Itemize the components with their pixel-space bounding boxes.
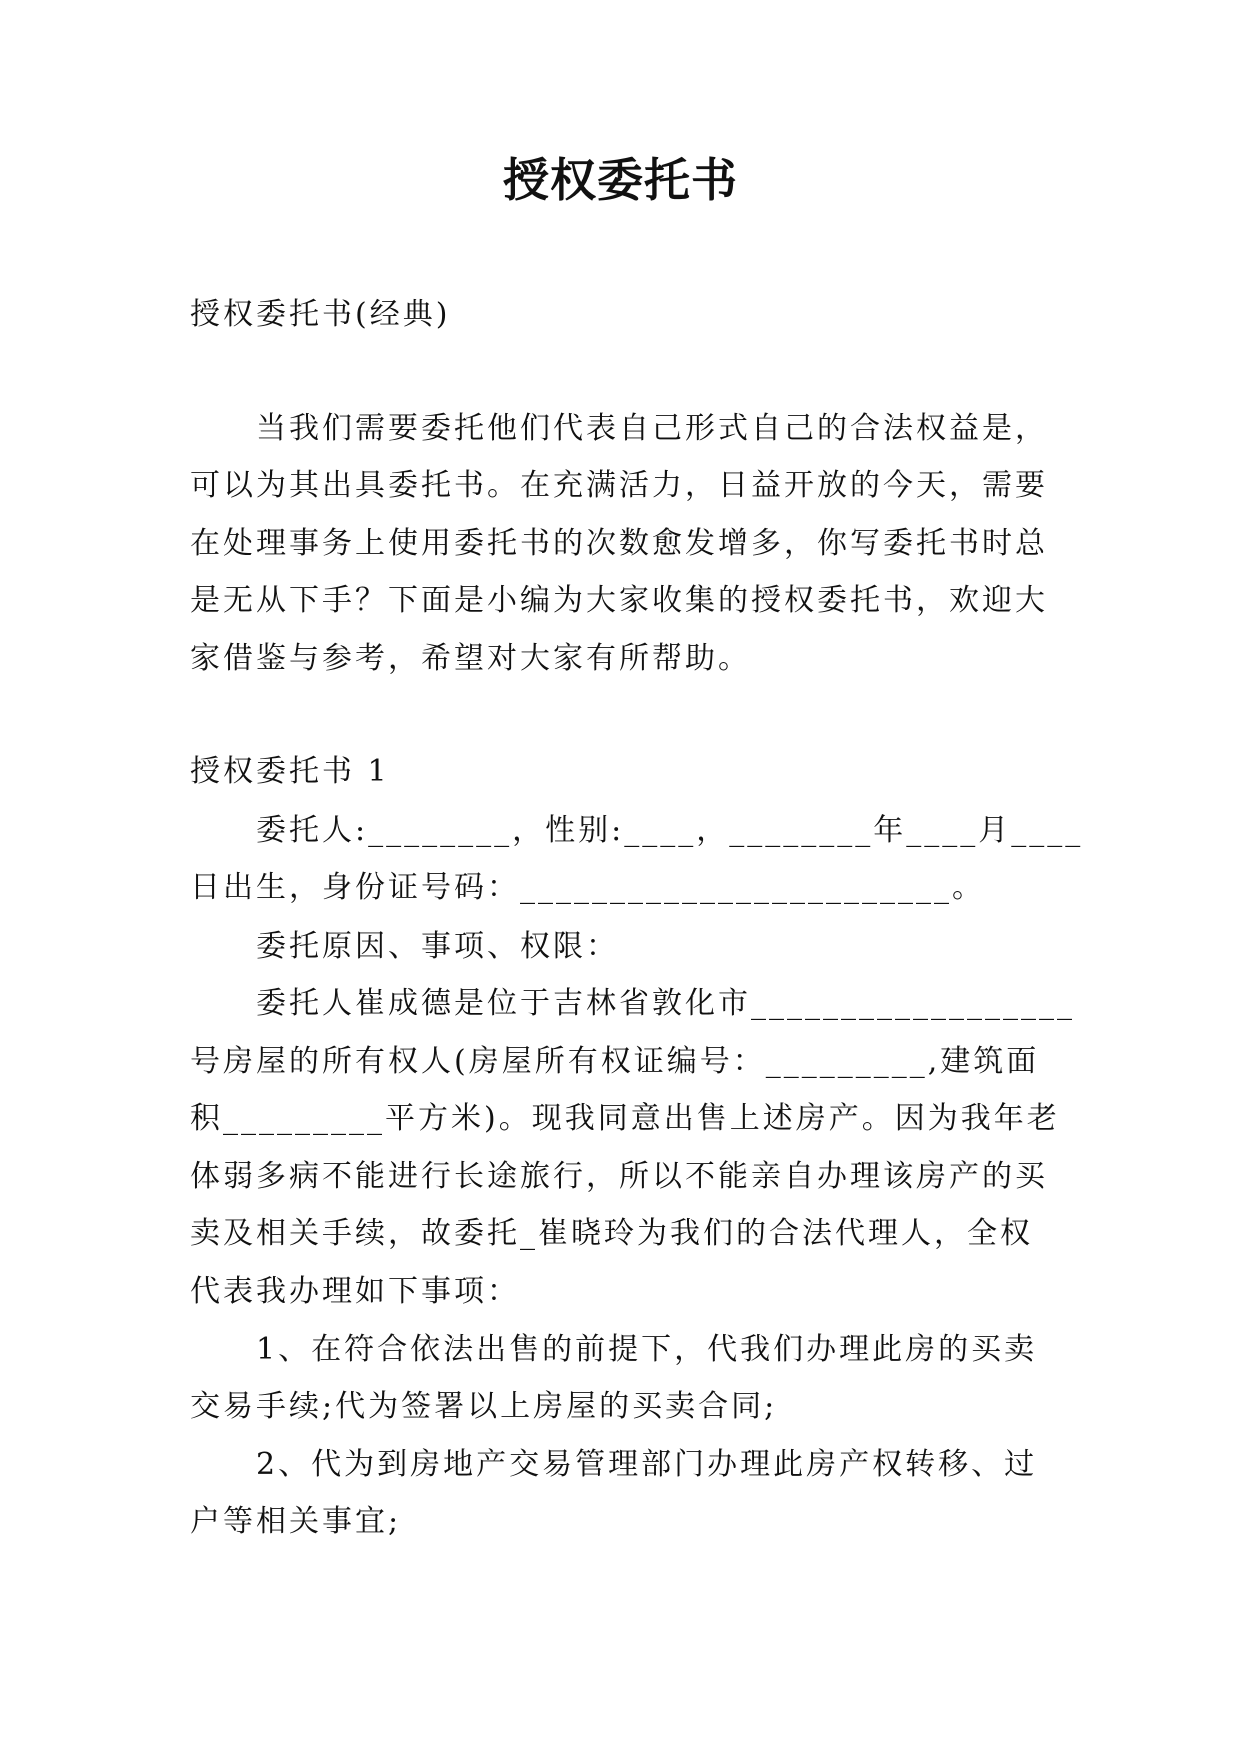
body-line: 委托原因、事项、权限： bbox=[256, 929, 619, 964]
body-line: 卖及相关手续，故委托_崔晓玲为我们的合法代理人，全权 bbox=[190, 1216, 1033, 1251]
body-line: 日出生，身份证号码：________________________。 bbox=[190, 870, 985, 905]
document-title: 授权委托书 bbox=[503, 153, 738, 207]
intro-line: 可以为其出具委托书。在充满活力，日益开放的今天，需要 bbox=[190, 468, 1048, 503]
intro-line: 是无从下手？下面是小编为大家收集的授权委托书，欢迎大 bbox=[190, 583, 1048, 618]
body-line: 2、代为到房地产交易管理部门办理此房产权转移、过 bbox=[256, 1447, 1038, 1482]
body-line: 1、在符合依法出售的前提下，代我们办理此房的买卖 bbox=[256, 1332, 1038, 1367]
body-line: 代表我办理如下事项： bbox=[190, 1274, 520, 1309]
document-subtitle: 授权委托书(经典) bbox=[190, 297, 451, 332]
body-line: 委托人崔成德是位于吉林省敦化市__________________ bbox=[256, 986, 1075, 1021]
body-line: 积_________平方米)。现我同意出售上述房产。因为我年老 bbox=[190, 1101, 1060, 1136]
intro-line: 在处理事务上使用委托书的次数愈发增多，你写委托书时总 bbox=[190, 526, 1048, 561]
body-line: 体弱多病不能进行长途旅行，所以不能亲自办理该房产的买 bbox=[190, 1159, 1048, 1194]
body-line: 户等相关事宜; bbox=[190, 1504, 402, 1539]
section-heading: 授权委托书 1 bbox=[190, 754, 390, 789]
body-line: 号房屋的所有权人(房屋所有权证编号：_________,建筑面 bbox=[190, 1044, 1040, 1079]
body-line: 委托人:________，性别:____，________年____月____ bbox=[256, 813, 1084, 848]
intro-line: 家借鉴与参考，希望对大家有所帮助。 bbox=[190, 641, 751, 676]
body-line: 交易手续;代为签署以上房屋的买卖合同; bbox=[190, 1389, 778, 1424]
intro-line: 当我们需要委托他们代表自己形式自己的合法权益是， bbox=[256, 411, 1048, 446]
